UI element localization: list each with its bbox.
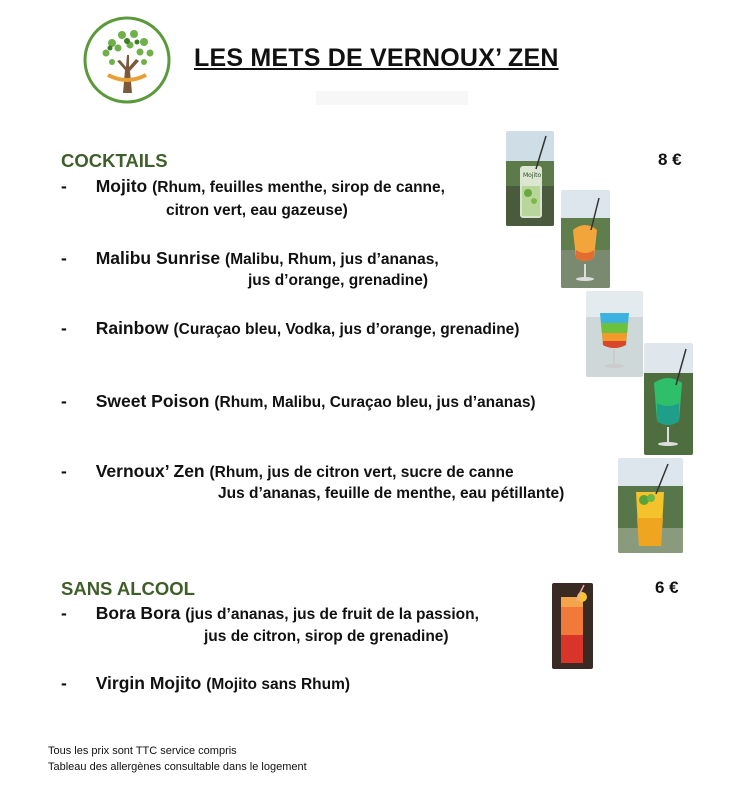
menu-item-sweet-poison: [61, 391, 536, 412]
item-name: Vernoux’ Zen: [95, 461, 205, 481]
footer-note-allergens: Tableau des allergènes consultable dans le logement: [48, 761, 307, 773]
menu-item-bora-bora: [61, 603, 479, 624]
item-description: (Rhum, Malibu, Curaçao bleu, jus d’ananas): [214, 394, 536, 411]
item-name: Malibu Sunrise: [95, 248, 221, 268]
item-dash: -: [61, 248, 67, 268]
malibu-sunrise-photo: [561, 190, 610, 288]
item-description: (Malibu, Rhum, jus d’ananas,: [225, 251, 439, 268]
sweet-poison-photo: [644, 343, 693, 455]
tree-logo-icon: [82, 15, 172, 105]
menu-item-virgin-mojito: [61, 673, 350, 694]
section-heading-sans-alcool: SANS ALCOOL: [61, 578, 195, 599]
item-name: Rainbow: [95, 318, 169, 338]
item-description-continued: citron vert, eau gazeuse): [166, 202, 348, 219]
item-description: (Mojito sans Rhum): [206, 676, 351, 693]
item-name: Virgin Mojito: [95, 673, 202, 693]
rainbow-photo: [586, 291, 643, 377]
page-title: LES METS DE VERNOUX’ ZEN: [194, 44, 559, 72]
item-dash: -: [61, 391, 67, 411]
menu-item-rainbow: [61, 318, 519, 339]
bora-bora-photo: [552, 583, 593, 669]
price-sans-alcool: 6 €: [655, 578, 679, 597]
footer-note-prices: Tous les prix sont TTC service compris: [48, 745, 237, 757]
mojito-photo: [506, 131, 554, 226]
item-description: (Curaçao bleu, Vodka, jus d’orange, grenadine): [173, 321, 520, 338]
menu-item-vernoux-zen: [61, 461, 514, 482]
vernoux-zen-photo: [618, 458, 683, 553]
glass-label: Mojito: [523, 172, 542, 179]
item-dash: -: [61, 318, 67, 338]
item-description: (jus d’ananas, jus de fruit de la passion,: [185, 606, 479, 623]
menu-item-mojito: [61, 176, 445, 197]
section-heading-cocktails: COCKTAILS: [61, 150, 168, 171]
item-name: Mojito: [95, 176, 148, 196]
item-description: (Rhum, jus de citron vert, sucre de canne: [209, 464, 514, 481]
item-dash: -: [61, 461, 67, 481]
item-name: Sweet Poison: [95, 391, 210, 411]
item-dash: -: [61, 603, 67, 623]
item-name: Bora Bora: [95, 603, 181, 623]
item-description-continued: jus d’orange, grenadine): [248, 272, 428, 289]
item-description-continued: Jus d’ananas, feuille de menthe, eau pétillante): [218, 485, 565, 502]
price-cocktails: 8 €: [658, 150, 682, 169]
item-description: (Rhum, feuilles menthe, sirop de canne,: [152, 179, 445, 196]
menu-item-malibu-sunrise: [61, 248, 439, 269]
item-dash: -: [61, 673, 67, 693]
item-description-continued: jus de citron, sirop de grenadine): [204, 628, 449, 645]
item-dash: -: [61, 176, 67, 196]
decorative-band: [316, 91, 468, 105]
